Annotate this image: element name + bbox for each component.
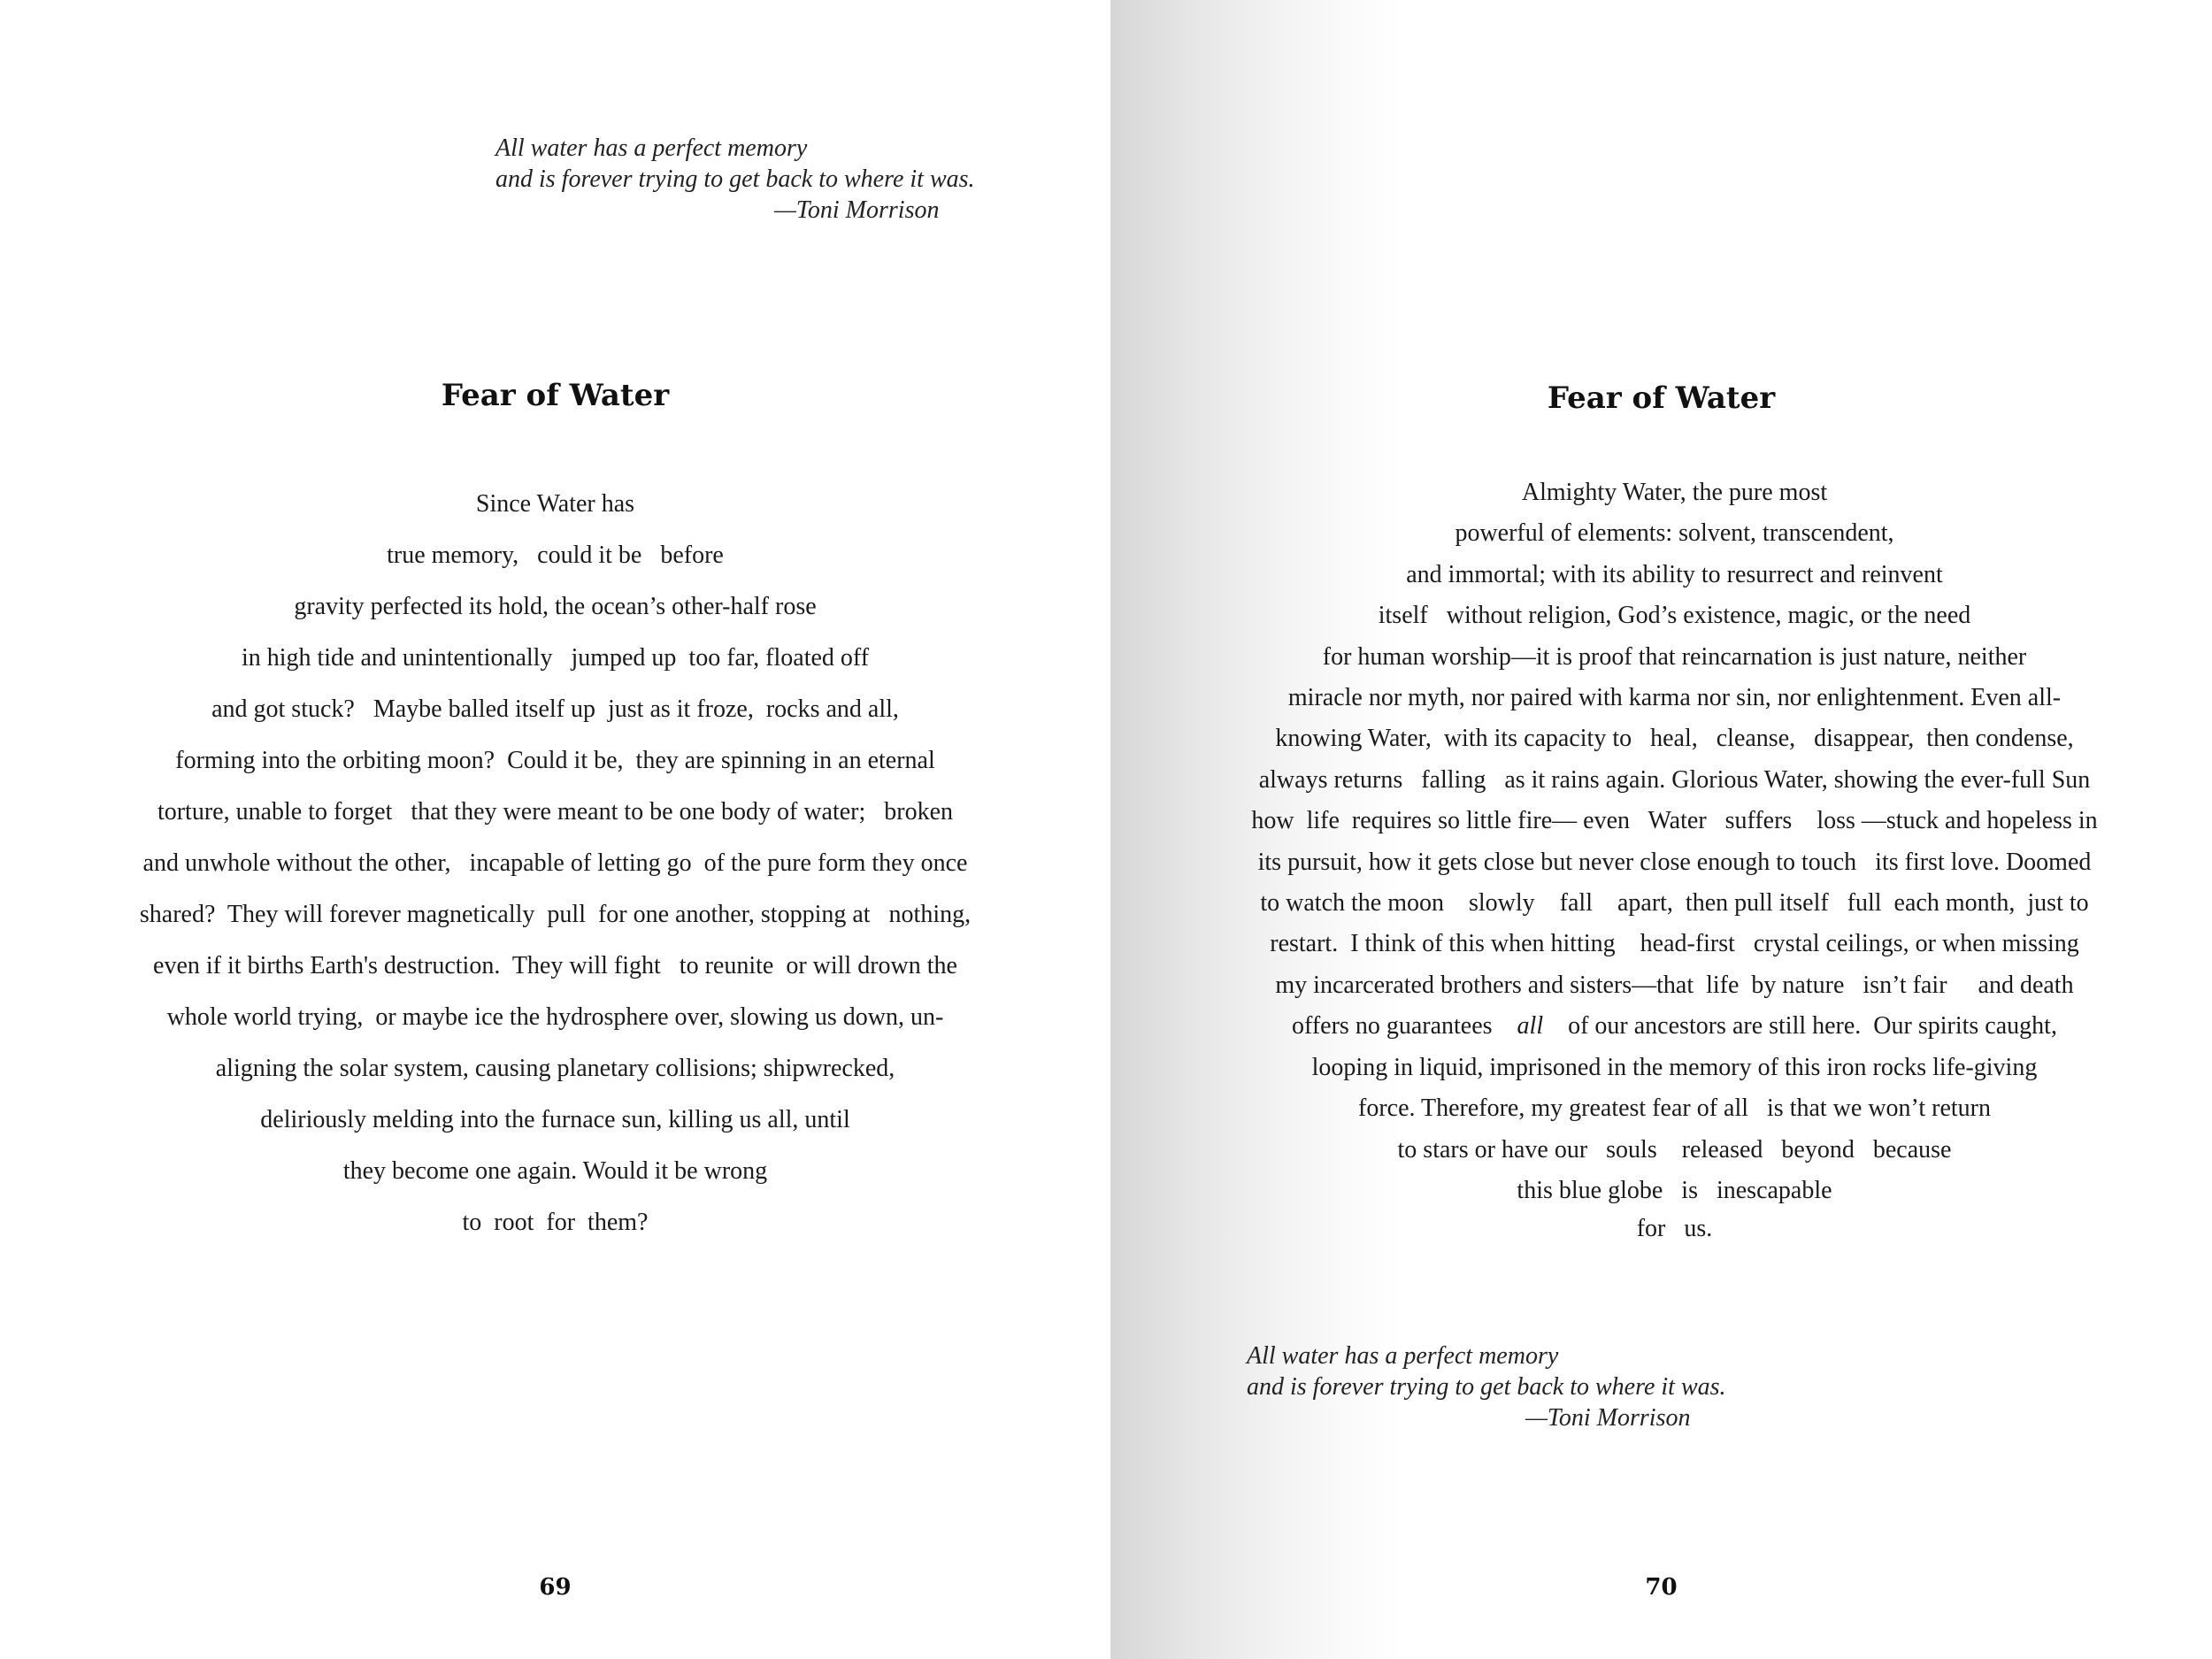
poem-line: to watch the moon slowly fall apart, then pull itself full each month, just to — [1260, 889, 2089, 918]
epigraph — [1247, 1340, 1726, 1433]
poem-line: powerful of elements: solvent, transcendent, — [1455, 519, 1894, 548]
poem-line: knowing Water, with its capacity to heal, cleanse, disappear, then condense, — [1275, 725, 2074, 753]
poem-line — [1217, 1006, 2132, 1047]
poem-line: force. Therefore, my greatest fear of all is that we won’t return — [1358, 1094, 1991, 1123]
poem-line: gravity perfected its hold, the ocean’s other-half rose — [294, 593, 817, 620]
poem-line: Almighty Water, the pure most — [1521, 479, 1828, 506]
poem-line: true memory, could it be before — [387, 541, 724, 569]
poem-line: itself without religion, God’s existence, magic, or the need — [1378, 602, 1971, 630]
poem-line: and got stuck? Maybe balled itself up just as it froze, rocks and all, — [211, 695, 899, 723]
epigraph-line: and is forever trying to get back to where it was. — [1247, 1373, 1726, 1401]
poem-emphasis: all — [1517, 1012, 1544, 1041]
poem-line: forming into the orbiting moon? Could it be, they are spinning in an eternal — [175, 747, 935, 774]
poem-body — [1217, 472, 2132, 1247]
poem-line: to stars or have our souls released beyond because — [1397, 1135, 1952, 1164]
poem-line: they become one again. Would it be wrong — [342, 1157, 768, 1185]
poem-line: this blue globe is inescapable — [1517, 1176, 1832, 1204]
poem-line: to root for them? — [462, 1209, 649, 1236]
poem-line: how life requires so little fire— even Water suffers loss —stuck and hopeless in — [1251, 807, 2098, 835]
poem-line-end: of our ancestors are still here. Our spirits caught, — [1543, 1012, 2057, 1041]
poem-line: for human worship—it is proof that reincarnation is just nature, neither — [1322, 642, 2027, 671]
poem-line: deliriously melding into the furnace sun, killing us all, until — [260, 1106, 850, 1133]
poem-line: miracle nor myth, nor paired with karma nor sin, nor enlightenment. Even all- — [1287, 684, 2062, 712]
poem-line: shared? They will forever magnetically pull for one another, stopping at nothing, — [139, 901, 972, 928]
poem-line: for us. — [1636, 1215, 1713, 1243]
epigraph-line: All water has a perfect memory — [1247, 1342, 1559, 1370]
poem-line: torture, unable to forget that they were meant to be one body of water; broken — [157, 798, 954, 826]
epigraph-line: and is forever trying to get back to where it was. — [495, 165, 975, 193]
poem-line: and immortal; with its ability to resurrect and reinvent — [1406, 560, 1943, 588]
right-page — [1110, 0, 2212, 1659]
poem-body — [0, 479, 1110, 1248]
poem-line: restart. I think of this when hitting head-first crystal ceilings, or when missing — [1270, 930, 2079, 958]
poem-line: aligning the solar system, causing planetary collisions; shipwrecked, — [215, 1055, 895, 1082]
epigraph-attribution: —Toni Morrison — [1525, 1404, 1691, 1432]
poem-title: Fear of Water — [1547, 380, 1776, 416]
poem-line: Since Water has — [475, 490, 635, 518]
epigraph-attribution: —Toni Morrison — [774, 196, 940, 224]
poem-line: even if it births Earth's destruction. They will fight to reunite or will drown the — [153, 952, 957, 979]
poem-title: Fear of Water — [441, 378, 670, 413]
page-number: 69 — [539, 1574, 572, 1601]
poem-line: and unwhole without the other, incapable of letting go of the pure form they once — [142, 849, 968, 877]
poem-line: looping in liquid, imprisoned in the memory of this iron rocks life-giving — [1311, 1053, 2038, 1081]
poem-line: in high tide and unintentionally jumped up too far, floated off — [241, 644, 870, 672]
poem-line-start: offers no guarantees — [1292, 1012, 1517, 1041]
poem-line: whole world trying, or maybe ice the hydrosphere over, slowing us down, un- — [166, 1003, 944, 1031]
epigraph — [495, 133, 975, 226]
page-number: 70 — [1645, 1574, 1678, 1601]
poem-line: always returns falling as it rains again. Glorious Water, showing the ever-full Sun — [1258, 765, 2091, 794]
poem-line: my incarcerated brothers and sisters—that life by nature isn’t fair and death — [1275, 971, 2074, 999]
poem-line: its pursuit, how it gets close but never close enough to touch its first love. Doomed — [1257, 848, 2092, 876]
epigraph-line: All water has a perfect memory — [495, 134, 808, 162]
